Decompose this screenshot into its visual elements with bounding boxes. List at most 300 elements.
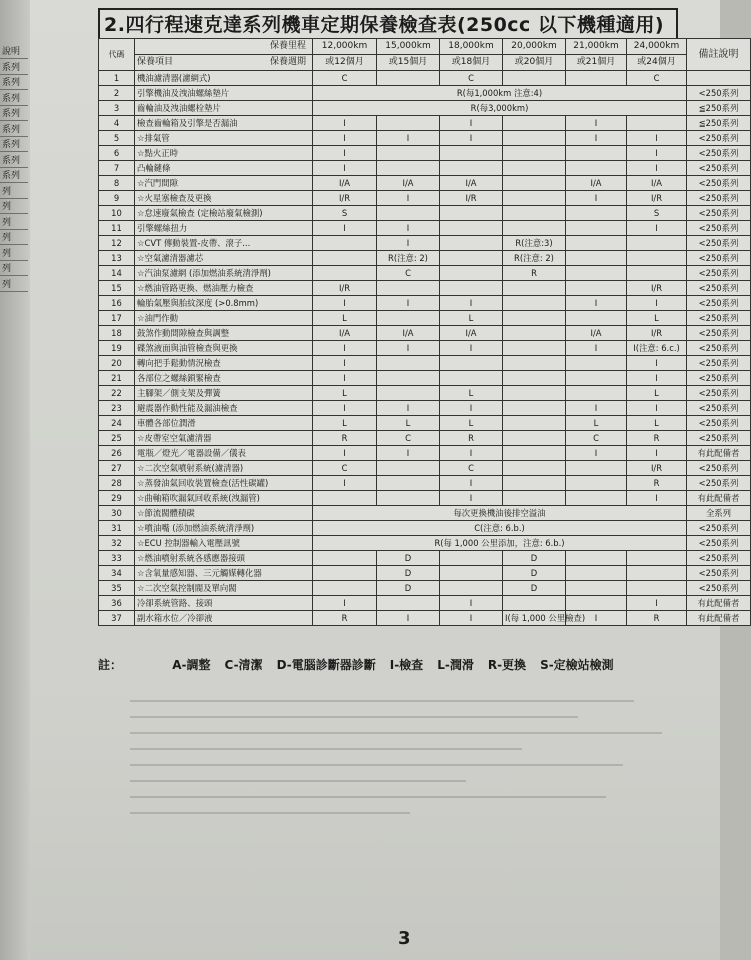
row-note: <250系列 <box>687 431 751 446</box>
row-value <box>440 551 503 566</box>
row-code: 34 <box>99 566 135 581</box>
row-value: R <box>503 266 566 281</box>
row-item: 電瓶／燈光／電器設備／儀表 <box>135 446 313 461</box>
left-page-label: 系列 <box>2 109 21 119</box>
legend-item: D-電腦診斷器診斷 <box>276 658 376 672</box>
row-value: I/R <box>440 191 503 206</box>
row-value: R(注意:3) <box>503 236 566 251</box>
table-row <box>99 86 751 101</box>
row-value <box>440 206 503 221</box>
row-code: 4 <box>99 116 135 131</box>
row-value: D <box>503 581 566 596</box>
row-value: I <box>566 131 627 146</box>
row-code: 12 <box>99 236 135 251</box>
row-value: I <box>313 221 377 236</box>
row-code: 33 <box>99 551 135 566</box>
row-value <box>627 266 687 281</box>
row-value <box>503 596 566 611</box>
row-item: ☆燃油噴射系統各感應器接頭 <box>135 551 313 566</box>
row-value: I(注意: 6.c.) <box>627 341 687 356</box>
row-item: ☆二次空氣噴射系統(濾清器) <box>135 461 313 476</box>
row-value: I <box>377 446 440 461</box>
table-row <box>99 416 751 431</box>
row-value: R <box>627 611 687 626</box>
period-cell: 或18個月 <box>440 55 503 71</box>
row-value: I <box>377 236 440 251</box>
row-item: ☆空氣濾清器濾芯 <box>135 251 313 266</box>
legend-item: I-檢查 <box>389 658 424 672</box>
row-note: <250系列 <box>687 371 751 386</box>
row-value <box>313 236 377 251</box>
row-value: C <box>627 71 687 86</box>
row-value <box>503 401 566 416</box>
row-value <box>440 566 503 581</box>
row-value <box>566 71 627 86</box>
row-value: I/R <box>313 191 377 206</box>
row-value <box>627 581 687 596</box>
row-value: L <box>440 416 503 431</box>
row-note: <250系列 <box>687 581 751 596</box>
row-value <box>503 356 566 371</box>
row-value: L <box>440 386 503 401</box>
row-item: ☆噴油嘴 (添加燃油系統清淨劑) <box>135 521 313 536</box>
row-item: 檢查齒輪箱及引擎是否漏油 <box>135 116 313 131</box>
table-row <box>99 176 751 191</box>
row-value: I <box>313 446 377 461</box>
row-value: I <box>313 161 377 176</box>
row-value <box>503 191 566 206</box>
row-value: I/A <box>440 176 503 191</box>
row-value: I <box>440 401 503 416</box>
row-value <box>440 161 503 176</box>
note-header: 備註說明 <box>687 39 751 71</box>
row-item: ☆火星塞檢查及更換 <box>135 191 313 206</box>
row-value <box>566 356 627 371</box>
period-cell: 或20個月 <box>503 55 566 71</box>
row-value: I <box>377 296 440 311</box>
row-item: 凸輪鏈條 <box>135 161 313 176</box>
row-code: 36 <box>99 596 135 611</box>
mileage-cell: 21,000km <box>566 39 627 55</box>
row-value <box>440 266 503 281</box>
row-value: D <box>503 551 566 566</box>
row-item: 鼓煞作動間隙檢查與調整 <box>135 326 313 341</box>
row-value: D <box>377 551 440 566</box>
table-row <box>99 161 751 176</box>
left-page-label: 說明 <box>2 47 21 57</box>
row-value <box>313 566 377 581</box>
legend <box>98 656 628 673</box>
left-page-label: 列 <box>2 233 12 243</box>
table-row <box>99 71 751 86</box>
table-row <box>99 461 751 476</box>
left-page-rule <box>0 291 28 292</box>
row-item: ☆曲軸箱吹漏氣回收系統(洩漏管) <box>135 491 313 506</box>
row-value <box>440 146 503 161</box>
row-note: <250系列 <box>687 221 751 236</box>
row-value <box>377 356 440 371</box>
row-value: I <box>313 146 377 161</box>
row-item: 車體各部位潤滑 <box>135 416 313 431</box>
left-page-label: 系列 <box>2 78 21 88</box>
row-value <box>503 206 566 221</box>
row-item: ☆燃油管路更換、燃油壓力檢查 <box>135 281 313 296</box>
row-code: 5 <box>99 131 135 146</box>
row-value <box>503 146 566 161</box>
table-row <box>99 356 751 371</box>
row-value <box>503 161 566 176</box>
row-note: <250系列 <box>687 416 751 431</box>
row-value: I <box>440 446 503 461</box>
row-value <box>566 266 627 281</box>
row-value <box>566 311 627 326</box>
row-code: 3 <box>99 101 135 116</box>
row-value: I <box>313 596 377 611</box>
row-value: I <box>566 341 627 356</box>
row-item: 避震器作動性能及漏油檢查 <box>135 401 313 416</box>
table-row <box>99 251 751 266</box>
row-span-value: 每次更換機油後排空溢油 <box>313 506 687 521</box>
table-row <box>99 221 751 236</box>
row-value: I/R <box>627 191 687 206</box>
table-row <box>99 146 751 161</box>
row-value: I/A <box>377 326 440 341</box>
row-value: I <box>313 296 377 311</box>
row-value <box>377 281 440 296</box>
row-note: <250系列 <box>687 266 751 281</box>
row-value <box>503 491 566 506</box>
row-value <box>503 386 566 401</box>
row-item: 齒輪油及洩油螺栓墊片 <box>135 101 313 116</box>
row-value <box>503 326 566 341</box>
row-item: 副水箱水位／冷卻液 <box>135 611 313 626</box>
left-page-edge <box>0 0 31 960</box>
period-cell: 或15個月 <box>377 55 440 71</box>
row-code: 6 <box>99 146 135 161</box>
row-value: R <box>313 431 377 446</box>
row-value: I/A <box>566 176 627 191</box>
row-value <box>503 476 566 491</box>
row-value: I/A <box>377 176 440 191</box>
row-value <box>313 581 377 596</box>
table-row <box>99 236 751 251</box>
row-item: 引擎機油及洩油螺絲墊片 <box>135 86 313 101</box>
table-row <box>99 266 751 281</box>
mileage-cell: 18,000km <box>440 39 503 55</box>
row-value <box>566 236 627 251</box>
row-value: I/A <box>627 176 687 191</box>
row-value <box>566 251 627 266</box>
row-value: C <box>313 461 377 476</box>
period-cell: 或24個月 <box>627 55 687 71</box>
row-value <box>313 551 377 566</box>
row-code: 29 <box>99 491 135 506</box>
row-value <box>566 596 627 611</box>
row-value: S <box>627 206 687 221</box>
row-note: <250系列 <box>687 86 751 101</box>
row-value <box>503 296 566 311</box>
row-value <box>566 476 627 491</box>
row-value <box>377 371 440 386</box>
table-row <box>99 281 751 296</box>
row-value: I <box>627 146 687 161</box>
left-page-label: 列 <box>2 202 12 212</box>
row-value: I <box>627 491 687 506</box>
table-row <box>99 476 751 491</box>
row-value: I <box>440 611 503 626</box>
row-value <box>503 116 566 131</box>
left-page-label: 列 <box>2 217 12 228</box>
bleed-through-text <box>130 700 690 870</box>
left-page-label: 系列 <box>2 93 21 104</box>
row-value: I <box>313 401 377 416</box>
row-value: L <box>313 386 377 401</box>
table-row <box>99 386 751 401</box>
row-value: C <box>313 71 377 86</box>
table-row <box>99 371 751 386</box>
row-value <box>377 146 440 161</box>
row-value: R(注意: 2) <box>503 251 566 266</box>
row-note: <250系列 <box>687 311 751 326</box>
code-header: 代碼 <box>99 39 135 71</box>
table-row <box>99 596 751 611</box>
row-value: L <box>627 416 687 431</box>
row-value <box>566 581 627 596</box>
row-value <box>440 581 503 596</box>
legend-item: L-潤滑 <box>437 658 474 672</box>
row-value <box>627 551 687 566</box>
row-value <box>503 311 566 326</box>
row-note: <250系列 <box>687 146 751 161</box>
row-value: I <box>566 446 627 461</box>
row-note: <250系列 <box>687 236 751 251</box>
row-value <box>627 566 687 581</box>
row-value: C <box>440 461 503 476</box>
table-row <box>99 581 751 596</box>
row-note: <250系列 <box>687 521 751 536</box>
legend-item: S-定檢站檢測 <box>540 658 614 672</box>
row-value: I/R <box>627 326 687 341</box>
left-page-label: 列 <box>2 279 12 290</box>
row-value: I <box>313 356 377 371</box>
row-value: I <box>440 491 503 506</box>
row-item: ☆點火正時 <box>135 146 313 161</box>
period-cell: 或21個月 <box>566 55 627 71</box>
row-value: R <box>313 611 377 626</box>
table-row <box>99 311 751 326</box>
row-note: 有此配備者 <box>687 491 751 506</box>
row-value <box>377 476 440 491</box>
row-value: I <box>627 161 687 176</box>
row-note: <250系列 <box>687 326 751 341</box>
row-note: <250系列 <box>687 161 751 176</box>
row-code: 21 <box>99 371 135 386</box>
row-note: <250系列 <box>687 251 751 266</box>
row-value: I <box>566 296 627 311</box>
row-value: L <box>377 416 440 431</box>
table-row <box>99 206 751 221</box>
row-value <box>566 161 627 176</box>
row-item: 轉向把手鬆動情況檢查 <box>135 356 313 371</box>
row-item: 輪胎氣壓與胎紋深度 (>0.8mm) <box>135 296 313 311</box>
row-value: D <box>503 566 566 581</box>
row-value <box>440 236 503 251</box>
row-code: 27 <box>99 461 135 476</box>
row-value: L <box>566 416 627 431</box>
row-item: 主腳架／側支架及彈簧 <box>135 386 313 401</box>
row-code: 17 <box>99 311 135 326</box>
row-value: C <box>377 266 440 281</box>
row-value <box>503 176 566 191</box>
row-code: 7 <box>99 161 135 176</box>
row-note: 全系列 <box>687 506 751 521</box>
table-row <box>99 296 751 311</box>
row-value <box>377 161 440 176</box>
row-item: ☆汽油泵濾網 (添加燃油系統清淨劑) <box>135 266 313 281</box>
row-value: R <box>627 476 687 491</box>
row-value: R <box>440 431 503 446</box>
table-row <box>99 566 751 581</box>
left-page-label: 系列 <box>2 124 21 135</box>
mileage-cell: 20,000km <box>503 39 566 55</box>
row-value: I <box>627 131 687 146</box>
row-value: L <box>627 311 687 326</box>
table-row <box>99 401 751 416</box>
row-value <box>627 236 687 251</box>
row-code: 11 <box>99 221 135 236</box>
row-note: 有此配備者 <box>687 596 751 611</box>
row-value <box>440 371 503 386</box>
row-code: 26 <box>99 446 135 461</box>
row-code: 19 <box>99 341 135 356</box>
row-item: ☆ECU 控制器輸入電壓訊號 <box>135 536 313 551</box>
table-row <box>99 116 751 131</box>
mileage-header: 保養里程 <box>135 39 313 55</box>
row-code: 1 <box>99 71 135 86</box>
row-item: ☆二次空氣控制閥及單向閥 <box>135 581 313 596</box>
row-value <box>566 371 627 386</box>
row-item: 冷卻系統管路、接頭 <box>135 596 313 611</box>
left-page-label: 列 <box>2 248 12 259</box>
row-value: I <box>627 401 687 416</box>
row-value: I/R <box>627 461 687 476</box>
table-row <box>99 611 751 626</box>
row-value <box>313 491 377 506</box>
row-code: 14 <box>99 266 135 281</box>
row-value <box>377 461 440 476</box>
row-code: 22 <box>99 386 135 401</box>
row-value <box>377 116 440 131</box>
table-row <box>99 131 751 146</box>
row-value <box>566 551 627 566</box>
row-note: 有此配備者 <box>687 611 751 626</box>
left-page-label: 系列 <box>2 62 21 73</box>
row-value: I <box>377 131 440 146</box>
row-note: <250系列 <box>687 131 751 146</box>
row-note: 有此配備者 <box>687 446 751 461</box>
row-code: 28 <box>99 476 135 491</box>
row-note <box>687 71 751 86</box>
row-value <box>440 281 503 296</box>
row-span-value: R(每1,000km 注意:4) <box>313 86 687 101</box>
left-page-label: 系列 <box>2 140 21 150</box>
row-value: I <box>313 131 377 146</box>
row-value: I <box>627 596 687 611</box>
row-code: 25 <box>99 431 135 446</box>
row-value <box>566 491 627 506</box>
table-row <box>99 446 751 461</box>
row-value <box>440 251 503 266</box>
left-page-label: 系列 <box>2 171 21 181</box>
row-value <box>627 251 687 266</box>
row-code: 30 <box>99 506 135 521</box>
row-value: I <box>566 401 627 416</box>
row-span-value: R(每3,000km) <box>313 101 687 116</box>
row-value: I/A <box>440 326 503 341</box>
table-row <box>99 536 751 551</box>
row-note: <250系列 <box>687 176 751 191</box>
row-value <box>627 116 687 131</box>
table-row <box>99 101 751 116</box>
row-code: 37 <box>99 611 135 626</box>
item-header <box>135 55 313 71</box>
row-value: I <box>440 341 503 356</box>
row-value: I <box>377 191 440 206</box>
row-item: ☆怠速廢氣檢查 (定檢站廢氣檢測) <box>135 206 313 221</box>
row-value <box>566 281 627 296</box>
row-value: I <box>440 131 503 146</box>
row-value: I <box>627 356 687 371</box>
row-item: 碟煞液面與油管檢查與更換 <box>135 341 313 356</box>
row-value <box>503 281 566 296</box>
row-value <box>566 206 627 221</box>
row-value: I <box>566 611 627 626</box>
row-value <box>440 356 503 371</box>
row-note: <250系列 <box>687 281 751 296</box>
row-value: D <box>377 581 440 596</box>
row-value <box>377 491 440 506</box>
table-body <box>99 71 751 626</box>
row-value: I <box>313 341 377 356</box>
row-value <box>503 416 566 431</box>
row-value: I <box>313 476 377 491</box>
row-value: I(每 1,000 公里檢查) <box>503 611 566 626</box>
row-value: I/R <box>313 281 377 296</box>
row-item: ☆排氣管 <box>135 131 313 146</box>
row-code: 10 <box>99 206 135 221</box>
row-note: <250系列 <box>687 386 751 401</box>
row-value: I <box>627 296 687 311</box>
row-value <box>503 431 566 446</box>
row-note: <250系列 <box>687 536 751 551</box>
row-note: <250系列 <box>687 356 751 371</box>
row-code: 8 <box>99 176 135 191</box>
page-title: 2.四行程速克達系列機車定期保養檢查表(250cc 以下機種適用) <box>98 8 678 38</box>
table-row <box>99 521 751 536</box>
row-value: I <box>566 191 627 206</box>
row-code: 35 <box>99 581 135 596</box>
row-item: 機油濾清器(濾網式) <box>135 71 313 86</box>
row-note: <250系列 <box>687 461 751 476</box>
row-note: ≦250系列 <box>687 101 751 116</box>
row-code: 9 <box>99 191 135 206</box>
row-value <box>377 596 440 611</box>
row-value: I <box>440 476 503 491</box>
period-header-label: 保養週期 <box>269 57 306 67</box>
row-note: <250系列 <box>687 401 751 416</box>
row-value: I <box>440 296 503 311</box>
row-value <box>566 386 627 401</box>
